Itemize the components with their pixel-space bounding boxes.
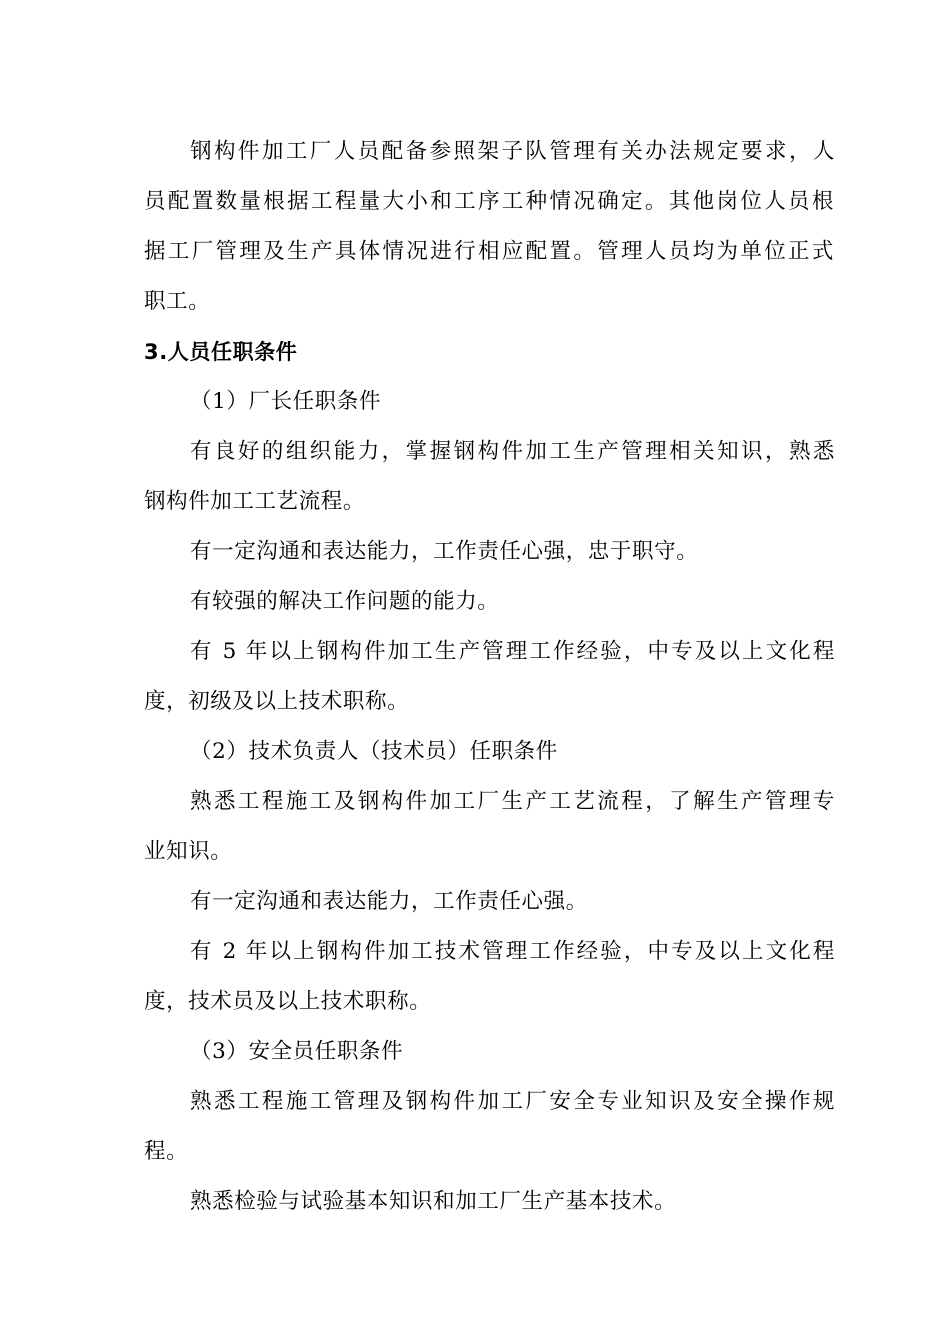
paragraph-director-line-1: 有良好的组织能力，掌握钢构件加工生产管理相关知识，熟悉 <box>190 439 835 464</box>
paragraph-director-problem-solving: 有较强的解决工作问题的能力。 <box>190 589 500 614</box>
paragraph-safety-line-1: 熟悉工程施工管理及钢构件加工厂安全专业知识及安全操作规 <box>190 1089 835 1114</box>
paragraph-technical-experience-line-1: 有 2 年以上钢构件加工技术管理工作经验，中专及以上文化程 <box>190 939 835 964</box>
paragraph-technical-experience-line-2: 度，技术员及以上技术职称。 <box>144 989 432 1014</box>
paragraph-director-experience-line-1: 有 5 年以上钢构件加工生产管理工作经验，中专及以上文化程 <box>190 639 835 664</box>
paragraph-technical-line-2: 业知识。 <box>144 839 233 864</box>
subheading-safety-officer: （3）安全员任职条件 <box>190 1039 404 1064</box>
paragraph-staffing-line-2: 员配置数量根据工程量大小和工序工种情况确定。其他岗位人员根 <box>144 189 834 214</box>
section-heading: 3.人员任职条件 <box>144 340 298 364</box>
paragraph-staffing-line-1: 钢构件加工厂人员配备参照架子队管理有关办法规定要求，人 <box>190 139 835 164</box>
paragraph-director-communication: 有一定沟通和表达能力，工作责任心强，忠于职守。 <box>190 539 699 564</box>
paragraph-staffing-line-3: 据工厂管理及生产具体情况进行相应配置。管理人员均为单位正式 <box>144 239 834 264</box>
paragraph-director-experience-line-2: 度，初级及以上技术职称。 <box>144 689 410 714</box>
paragraph-technical-communication: 有一定沟通和表达能力，工作责任心强。 <box>190 889 588 914</box>
paragraph-staffing-line-4: 职工。 <box>144 289 211 314</box>
paragraph-safety-line-2: 程。 <box>144 1139 189 1164</box>
paragraph-director-line-2: 钢构件加工工艺流程。 <box>144 489 366 514</box>
subheading-technical-lead: （2）技术负责人（技术员）任职条件 <box>190 739 558 764</box>
paragraph-safety-knowledge: 熟悉检验与试验基本知识和加工厂生产基本技术。 <box>190 1189 677 1214</box>
paragraph-technical-line-1: 熟悉工程施工及钢构件加工厂生产工艺流程，了解生产管理专 <box>190 789 835 814</box>
subheading-factory-director: （1）厂长任职条件 <box>190 389 382 414</box>
